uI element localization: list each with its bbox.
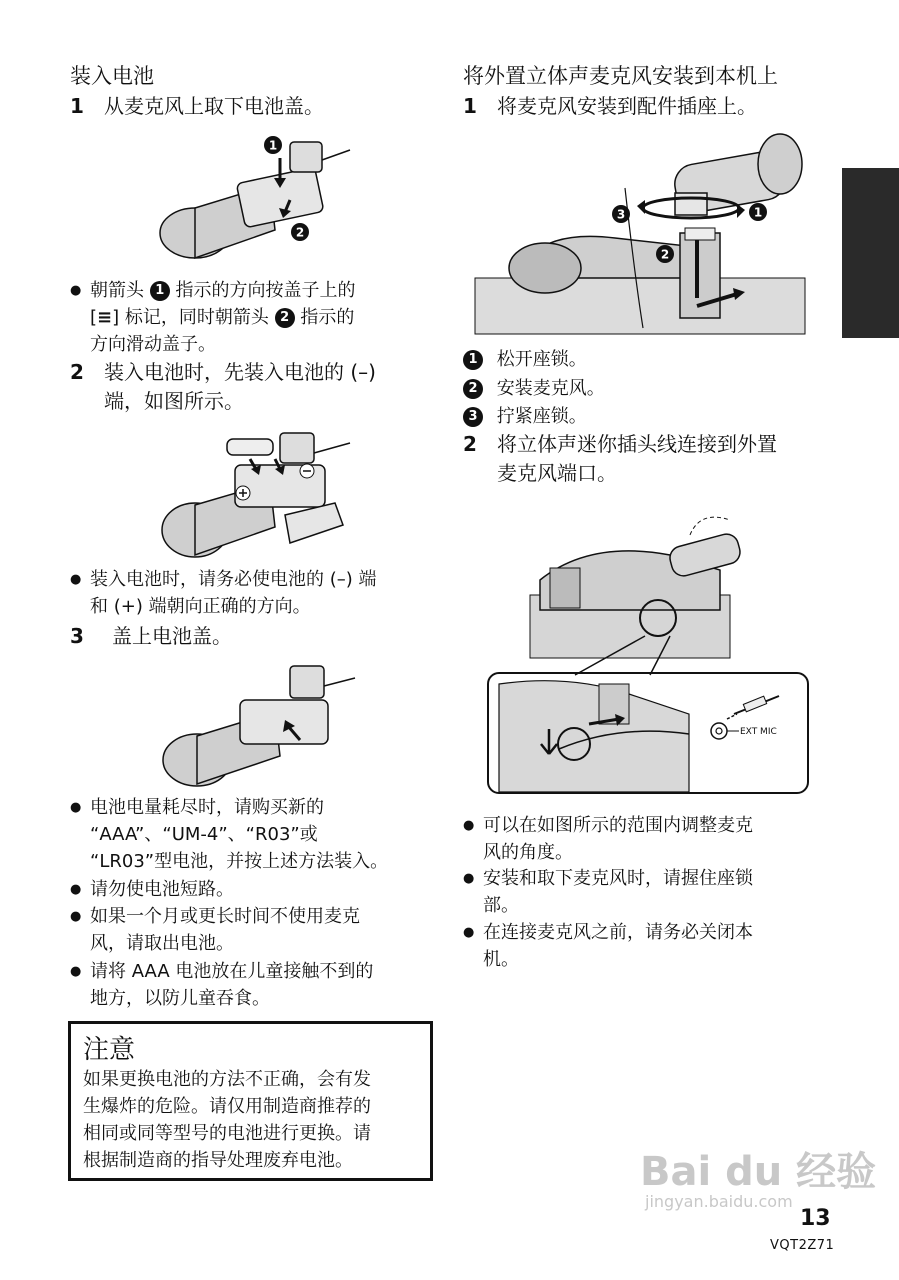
figure-insert-battery — [155, 425, 365, 565]
battery-cover — [285, 503, 343, 543]
callout-1 — [264, 136, 282, 154]
bullet-note-4: ● 请将 AAA 电池放在儿童接触不到的 地方，以防儿童吞食。 — [70, 958, 460, 1012]
sub-step-2: 2 安装麦克风。 — [463, 375, 605, 402]
svg-text:2: 2 — [295, 225, 305, 240]
figure-attach-mic — [475, 128, 815, 338]
bullet-mic-note-2: ● 安装和取下麦克风时，请握住座锁 部。 — [463, 865, 843, 919]
bullet-mic-note-1: ● 可以在如图所示的范围内调整麦克 风的角度。 — [463, 812, 843, 866]
baidu-watermark-url: jingyan.baidu.com — [645, 1192, 793, 1211]
microphone-body — [160, 142, 350, 258]
bullet-press-cover: ● 朝箭头 1 指示的方向按盖子上的 [≡] 标记，同时朝箭头 2 指示的 方向滑动盖子。 — [70, 277, 450, 358]
bullet-battery-polarity: ● 装入电池时，请务必使电池的 (–) 端 和 (+) 端朝向正确的方向。 — [70, 566, 460, 620]
ext-mic-detail-box — [487, 672, 809, 794]
bullet-mic-note-3: ● 在连接麦克风之前，请务必关闭本 机。 — [463, 919, 843, 973]
cover-mark-icon: ≡ — [97, 307, 113, 328]
callout-1-inline: 1 — [150, 281, 170, 301]
sub-step-3: 3 拧紧座锁。 — [463, 403, 587, 430]
step-2-insert-battery: 2 装入电池时，先装入电池的 (–) 端，如图所示。 — [70, 360, 376, 413]
document-code: VQT2Z71 — [770, 1238, 835, 1253]
svg-text:2: 2 — [660, 247, 670, 262]
step-2-connect-cable: 2 将立体声迷你插头线连接到外置 麦克风端口。 — [463, 432, 777, 485]
chapter-side-tab — [842, 168, 899, 338]
ext-mic-port-icon — [711, 723, 777, 739]
bullet-note-1: ● 电池电量耗尽时，请购买新的 “AAA”、“UM-4”、“R03”或 “LR03”型电池，并按上述方法装入。 — [70, 794, 460, 875]
minus-terminal-icon — [300, 464, 314, 478]
callout-2 — [656, 245, 674, 263]
svg-text:3: 3 — [616, 207, 626, 222]
baidu-watermark: Bai du 经验 — [640, 1149, 877, 1195]
shoe-mount — [685, 228, 715, 240]
callout-2-inline: 2 — [275, 308, 295, 328]
page-number: 13 — [800, 1206, 831, 1231]
mini-plug-icon — [727, 696, 779, 719]
plus-terminal-icon — [236, 486, 250, 500]
callout-3 — [612, 205, 630, 223]
figure-ext-mic-detail — [489, 674, 807, 792]
figure-remove-cover — [150, 130, 360, 260]
section-title-attach-mic: 将外置立体声麦克风安装到本机上 — [463, 64, 778, 88]
caution-box — [68, 1021, 433, 1181]
bullet-note-2: ● 请勿使电池短路。 — [70, 876, 460, 903]
svg-text:1: 1 — [753, 205, 763, 220]
caution-body: 如果更换电池的方法不正确，会有发 生爆炸的危险。请仅用制造商推荐的 相同或同等型号的电池进行更换。请 根据制造商的指导处理废弃电池。 — [83, 1069, 371, 1171]
svg-text:1: 1 — [268, 138, 278, 153]
step-1-remove-cover: 1 从麦克风上取下电池盖。 — [70, 94, 324, 118]
svg-text:EXT MIC: EXT MIC — [740, 727, 777, 737]
bullet-note-3: ● 如果一个月或更长时间不使用麦克 风，请取出电池。 — [70, 903, 460, 957]
figure-close-cover — [155, 660, 365, 790]
callout-2 — [291, 223, 309, 241]
step-1-attach-mic: 1 将麦克风安装到配件插座上。 — [463, 94, 757, 118]
caution-title: 注意 — [83, 1035, 136, 1065]
section-title-battery: 装入电池 — [70, 64, 154, 88]
sub-step-1: 1 松开座锁。 — [463, 346, 587, 373]
step-3-close-cover: 3 盖上电池盖。 — [70, 624, 232, 648]
callout-1 — [749, 203, 767, 221]
battery — [227, 439, 273, 455]
